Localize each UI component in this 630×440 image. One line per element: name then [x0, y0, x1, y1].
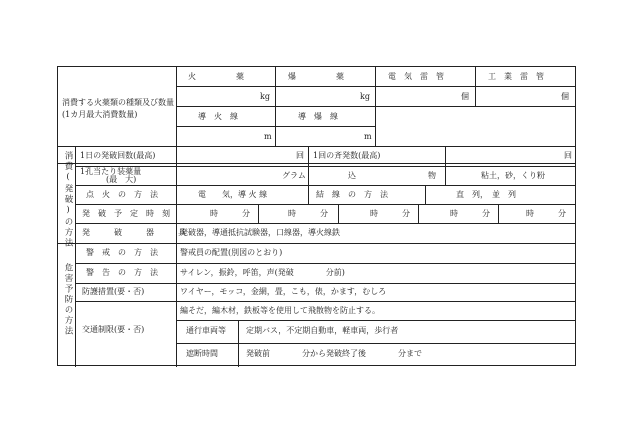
stemming-komi: 込: [348, 171, 356, 180]
divider: [75, 166, 576, 167]
unit-m: m: [364, 132, 372, 141]
schedule-label: 発 破 予 定 時 刻: [82, 209, 170, 218]
stemming-value: 粘土，砂，くり粉: [481, 171, 545, 180]
consumption-label: 消費する火薬類の種類及び数量(1カ月最大消費数量): [62, 98, 174, 119]
divider: [258, 204, 259, 223]
divider: [75, 283, 576, 284]
simultaneous-label: 1回の斉発数(最高): [313, 151, 381, 160]
unit-ko: 個: [461, 92, 469, 101]
ignition-value: 電 気，導 火 線: [198, 190, 268, 199]
device-value: 発破器，導通抵抗試験器，口線器，導火線鉄: [180, 228, 340, 237]
protection-note: 編そだ，編木材，鉄板等を使用して飛散物を防止する。: [180, 306, 380, 315]
divider: [176, 86, 576, 87]
divider: [308, 185, 309, 204]
protection-value: ワイヤー，モッコ，金網，畳，こも，俵，かます，むしろ: [180, 287, 387, 296]
closure-label: 遮断時間: [186, 349, 218, 358]
stemming-mono: 物: [428, 171, 436, 180]
hazard-side-label: 危害予防の方法: [63, 263, 73, 337]
vehicles-label: 通行車両等: [186, 326, 226, 335]
divider: [308, 146, 309, 166]
guard-value: 警戒員の配置(別図のとおり): [180, 248, 283, 257]
divider: [498, 204, 499, 223]
divider: [425, 185, 426, 204]
divider: [176, 146, 177, 367]
divider: [418, 204, 419, 223]
time-cell: 時 分: [370, 209, 410, 218]
ignition-label: 点 火 の 方 法: [86, 190, 158, 199]
divider: [176, 126, 376, 127]
divider: [75, 204, 576, 205]
divider: [475, 67, 476, 107]
charge-label-max: (最 大): [106, 175, 137, 184]
guard-label: 警 戒 の 方 法: [86, 248, 158, 257]
divider: [75, 301, 576, 302]
blasting-plan-form: [57, 66, 576, 366]
wiring-value: 直 列， 並 列: [456, 190, 516, 199]
divider: [58, 243, 576, 244]
vehicles-value: 定期バス，不定期自動車，軽車両，歩行者: [246, 326, 399, 335]
divider: [176, 343, 576, 344]
wiring-label: 結 線 の 方 法: [316, 190, 388, 199]
divider: [445, 166, 446, 185]
divider: [176, 106, 576, 107]
charge-label: 1孔当たり装薬量: [80, 167, 142, 176]
unit-kai: 回: [296, 151, 304, 160]
fuse-type-safety-fuse: 導 火 線: [198, 112, 238, 121]
protection-label: 防護措置(要・否): [82, 287, 145, 296]
divider: [176, 320, 576, 321]
divider: [75, 185, 576, 186]
device-label: 発 破 器 具: [82, 228, 186, 237]
divider: [375, 67, 376, 146]
time-cell: 時 分: [210, 209, 250, 218]
divider: [75, 223, 576, 224]
unit-gram: グラム: [282, 171, 306, 180]
unit-kg: kg: [360, 92, 370, 101]
method-side-label: 消費(発破)の方法: [63, 151, 73, 249]
unit-ko: 個: [561, 92, 569, 101]
time-cell: 時 分: [288, 209, 328, 218]
time-cell: 時 分: [526, 209, 566, 218]
warning-label: 警 告 の 方 法: [86, 268, 158, 277]
divider: [445, 146, 446, 166]
max-blasts-label: 1日の発破回数(最高): [80, 151, 156, 160]
divider: [58, 163, 576, 164]
fuse-type-detonating-cord: 導 爆 線: [298, 112, 338, 121]
divider: [75, 146, 76, 367]
type-industrial-detonator: 工 業 雷 管: [488, 72, 544, 81]
type-electric-detonator: 電 気 雷 管: [388, 72, 444, 81]
type-explosive: 爆 薬: [288, 72, 344, 81]
unit-m: m: [264, 132, 272, 141]
divider: [58, 146, 576, 147]
divider: [308, 166, 309, 185]
type-gunpowder: 火 薬: [188, 72, 244, 81]
divider: [338, 204, 339, 223]
traffic-label: 交通制限(要・否): [82, 325, 145, 334]
divider: [238, 320, 239, 367]
warning-value: サイレン，振鈴，呼笛，声(発破 分前): [180, 268, 345, 277]
unit-kg: kg: [260, 92, 270, 101]
divider: [75, 263, 576, 264]
divider: [176, 67, 177, 146]
unit-kai: 回: [564, 151, 572, 160]
closure-value: 発破前 分から発破終了後 分まで: [246, 349, 422, 358]
time-cell: 時 分: [450, 209, 490, 218]
divider: [275, 67, 276, 146]
